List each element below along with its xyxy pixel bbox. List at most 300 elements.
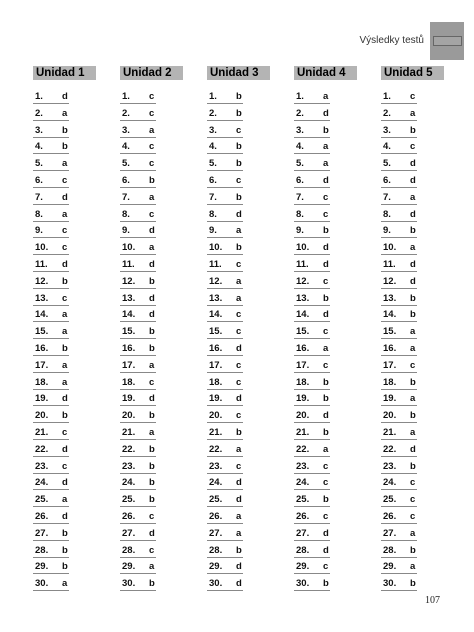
question-number: 28. <box>209 544 223 556</box>
question-number: 22. <box>35 443 49 455</box>
answer-underline <box>33 153 69 154</box>
answer-underline <box>381 237 417 238</box>
question-number: 3. <box>296 124 304 136</box>
answer-letter: d <box>149 258 155 270</box>
answer-letter: a <box>410 342 416 354</box>
question-number: 9. <box>209 225 217 237</box>
answer-underline <box>207 103 243 104</box>
answer-underline <box>207 506 243 507</box>
answer-underline <box>294 557 330 558</box>
answer-row <box>33 526 69 543</box>
answer-letter: a <box>323 443 329 455</box>
answer-letter: d <box>236 477 242 489</box>
question-number: 9. <box>383 225 391 237</box>
question-number: 10. <box>209 242 223 254</box>
answer-underline <box>120 355 156 356</box>
answer-underline <box>33 120 69 121</box>
answer-row <box>207 576 243 593</box>
question-number: 23. <box>209 460 223 472</box>
answer-underline <box>33 573 69 574</box>
answer-letter: d <box>149 309 155 321</box>
question-number: 28. <box>296 544 310 556</box>
answer-letter: c <box>323 191 329 203</box>
answer-underline <box>33 506 69 507</box>
answer-underline <box>120 557 156 558</box>
answer-row <box>33 274 69 291</box>
answer-letter: d <box>149 393 155 405</box>
answer-letter: c <box>323 510 329 522</box>
answer-underline <box>33 405 69 406</box>
question-number: 18. <box>122 376 136 388</box>
answer-letter: d <box>323 242 329 254</box>
question-number: 7. <box>35 191 43 203</box>
answer-row <box>294 156 330 173</box>
answer-underline <box>294 288 330 289</box>
answer-underline <box>381 389 417 390</box>
answer-letter: a <box>410 191 416 203</box>
answer-letter: c <box>149 544 155 556</box>
question-number: 26. <box>383 510 397 522</box>
question-number: 13. <box>209 292 223 304</box>
answer-row <box>294 358 330 375</box>
answer-underline <box>207 221 243 222</box>
answer-underline <box>381 187 417 188</box>
answer-letter: c <box>62 242 68 254</box>
question-number: 23. <box>122 460 136 472</box>
answer-underline <box>207 187 243 188</box>
answer-underline <box>120 237 156 238</box>
answer-underline <box>33 422 69 423</box>
answer-underline <box>120 187 156 188</box>
answer-underline <box>294 473 330 474</box>
answer-underline <box>120 506 156 507</box>
answer-underline <box>381 254 417 255</box>
answer-row <box>33 173 69 190</box>
answer-letter: c <box>236 326 242 338</box>
question-number: 26. <box>296 510 310 522</box>
answer-row <box>294 324 330 341</box>
answer-row <box>120 156 156 173</box>
answer-row <box>120 291 156 308</box>
page-header <box>360 22 464 60</box>
answer-row <box>33 324 69 341</box>
answer-letter: a <box>62 208 68 220</box>
answer-row <box>33 341 69 358</box>
answer-underline <box>120 103 156 104</box>
answer-row <box>120 123 156 140</box>
answer-row <box>207 173 243 190</box>
answer-letter: b <box>62 124 68 136</box>
answer-row <box>294 139 330 156</box>
question-number: 14. <box>122 309 136 321</box>
answer-underline <box>207 422 243 423</box>
question-number: 20. <box>209 410 223 422</box>
answer-row <box>294 291 330 308</box>
question-number: 9. <box>296 225 304 237</box>
answer-list <box>294 89 381 593</box>
answer-underline <box>207 456 243 457</box>
answer-row <box>381 240 417 257</box>
question-number: 27. <box>122 527 136 539</box>
header-tab-inner <box>433 36 462 46</box>
answer-underline <box>207 120 243 121</box>
question-number: 17. <box>383 359 397 371</box>
answer-underline <box>120 137 156 138</box>
answer-underline <box>381 456 417 457</box>
answer-letter: b <box>62 342 68 354</box>
unit-column <box>381 66 468 593</box>
answer-row <box>120 459 156 476</box>
answer-underline <box>381 170 417 171</box>
answer-letter: c <box>323 208 329 220</box>
answer-underline <box>33 170 69 171</box>
answer-underline <box>207 153 243 154</box>
question-number: 20. <box>383 410 397 422</box>
answer-underline <box>33 389 69 390</box>
answer-letter: c <box>236 124 242 136</box>
question-number: 6. <box>209 174 217 186</box>
answer-row <box>294 543 330 560</box>
answer-letter: b <box>410 578 416 590</box>
answer-underline <box>207 590 243 591</box>
answer-underline <box>294 338 330 339</box>
answer-letter: a <box>62 359 68 371</box>
answer-row <box>381 559 417 576</box>
answer-underline <box>294 305 330 306</box>
answer-underline <box>207 137 243 138</box>
answer-letter: b <box>149 410 155 422</box>
question-number: 8. <box>296 208 304 220</box>
answer-underline <box>207 288 243 289</box>
answer-row <box>207 425 243 442</box>
answer-letter: b <box>236 107 242 119</box>
question-number: 1. <box>122 91 130 102</box>
answer-row <box>207 391 243 408</box>
answer-row <box>120 139 156 156</box>
answer-underline <box>294 137 330 138</box>
answer-letter: d <box>236 208 242 220</box>
answer-row <box>381 492 417 509</box>
question-number: 24. <box>209 477 223 489</box>
answer-underline <box>120 590 156 591</box>
answer-letter: d <box>410 158 416 170</box>
answer-underline <box>207 254 243 255</box>
question-number: 17. <box>209 359 223 371</box>
unit-column <box>294 66 381 593</box>
question-number: 6. <box>122 174 130 186</box>
answer-row <box>381 307 417 324</box>
answer-letter: a <box>410 242 416 254</box>
answer-row <box>207 274 243 291</box>
answer-letter: c <box>149 141 155 153</box>
answer-letter: a <box>410 107 416 119</box>
question-number: 17. <box>296 359 310 371</box>
question-number: 26. <box>209 510 223 522</box>
answer-row <box>33 207 69 224</box>
question-number: 8. <box>35 208 43 220</box>
answer-underline <box>381 557 417 558</box>
answer-underline <box>381 137 417 138</box>
answer-underline <box>294 170 330 171</box>
answer-letter: b <box>149 275 155 287</box>
answer-row <box>207 291 243 308</box>
answer-letter: d <box>236 578 242 590</box>
question-number: 12. <box>122 275 136 287</box>
answer-underline <box>33 271 69 272</box>
answer-letter: c <box>410 359 416 371</box>
answer-row <box>120 442 156 459</box>
answer-letter: a <box>323 141 329 153</box>
question-number: 10. <box>296 242 310 254</box>
answer-underline <box>294 439 330 440</box>
answer-letter: c <box>323 359 329 371</box>
answer-row <box>381 223 417 240</box>
answer-row <box>33 257 69 274</box>
answer-letter: d <box>62 510 68 522</box>
answer-underline <box>33 489 69 490</box>
answer-row <box>207 156 243 173</box>
question-number: 16. <box>35 342 49 354</box>
answer-underline <box>33 557 69 558</box>
answer-row <box>207 89 243 106</box>
answer-underline <box>33 254 69 255</box>
answer-row <box>294 307 330 324</box>
answer-underline <box>294 271 330 272</box>
answer-letter: c <box>236 460 242 472</box>
answer-letter: a <box>62 578 68 590</box>
unit-heading: Unidad 2 <box>120 66 183 80</box>
question-number: 16. <box>383 342 397 354</box>
answer-row <box>120 190 156 207</box>
answer-letter: b <box>62 275 68 287</box>
question-number: 13. <box>383 292 397 304</box>
answer-letter: a <box>62 376 68 388</box>
answer-row <box>207 442 243 459</box>
question-number: 15. <box>122 326 136 338</box>
answer-row <box>33 190 69 207</box>
answer-letter: b <box>323 292 329 304</box>
question-number: 15. <box>35 326 49 338</box>
answer-underline <box>120 153 156 154</box>
answer-letter: d <box>62 91 68 102</box>
answer-letter: d <box>62 191 68 203</box>
answer-row <box>294 257 330 274</box>
answer-underline <box>207 489 243 490</box>
answer-row <box>381 291 417 308</box>
answer-row <box>381 139 417 156</box>
answer-letter: d <box>323 174 329 186</box>
answer-letter: a <box>149 191 155 203</box>
answer-row <box>120 173 156 190</box>
question-number: 29. <box>35 561 49 573</box>
answer-underline <box>33 237 69 238</box>
answer-letter: d <box>236 342 242 354</box>
answer-row <box>207 375 243 392</box>
answer-letter: c <box>149 158 155 170</box>
answer-letter: b <box>236 158 242 170</box>
answer-row <box>294 240 330 257</box>
answer-row <box>33 240 69 257</box>
answer-letter: b <box>323 578 329 590</box>
question-number: 1. <box>296 91 304 102</box>
answer-row <box>207 139 243 156</box>
answer-row <box>120 341 156 358</box>
answer-underline <box>120 321 156 322</box>
question-number: 7. <box>383 191 391 203</box>
answer-underline <box>294 456 330 457</box>
question-number: 2. <box>35 107 43 119</box>
answer-row <box>33 459 69 476</box>
question-number: 25. <box>383 494 397 506</box>
answer-underline <box>207 372 243 373</box>
question-number: 21. <box>122 426 136 438</box>
answer-letter: d <box>410 258 416 270</box>
answer-underline <box>120 221 156 222</box>
answer-row <box>381 106 417 123</box>
question-number: 7. <box>209 191 217 203</box>
answer-underline <box>381 372 417 373</box>
answer-underline <box>381 540 417 541</box>
answer-underline <box>207 573 243 574</box>
question-number: 5. <box>209 158 217 170</box>
answer-underline <box>294 187 330 188</box>
answer-row <box>120 106 156 123</box>
answer-row <box>381 156 417 173</box>
answer-underline <box>381 153 417 154</box>
answer-underline <box>33 456 69 457</box>
answer-letter: b <box>62 141 68 153</box>
answer-underline <box>294 254 330 255</box>
answer-letter: a <box>236 292 242 304</box>
answer-underline <box>294 422 330 423</box>
answer-list <box>120 89 207 593</box>
answer-underline <box>381 590 417 591</box>
answer-row <box>294 492 330 509</box>
answer-letter: c <box>236 174 242 186</box>
answer-letter: b <box>323 494 329 506</box>
answer-row <box>294 341 330 358</box>
question-number: 2. <box>122 107 130 119</box>
answer-underline <box>294 489 330 490</box>
question-number: 20. <box>296 410 310 422</box>
answer-underline <box>207 271 243 272</box>
answer-underline <box>120 489 156 490</box>
question-number: 21. <box>209 426 223 438</box>
answer-underline <box>120 573 156 574</box>
answer-letter: b <box>149 578 155 590</box>
answer-underline <box>381 103 417 104</box>
answer-list <box>207 89 294 593</box>
question-number: 30. <box>35 578 49 590</box>
answer-letter: a <box>410 326 416 338</box>
answer-row <box>294 223 330 240</box>
answer-letter: d <box>410 208 416 220</box>
answer-row <box>381 509 417 526</box>
answer-letter: c <box>410 91 416 102</box>
answer-row <box>120 408 156 425</box>
unit-heading: Unidad 3 <box>207 66 270 80</box>
question-number: 6. <box>296 174 304 186</box>
answer-row <box>33 408 69 425</box>
question-number: 2. <box>383 107 391 119</box>
answer-letter: a <box>236 510 242 522</box>
answer-letter: c <box>236 410 242 422</box>
question-number: 11. <box>35 258 48 270</box>
answer-row <box>33 223 69 240</box>
answer-letter: a <box>323 342 329 354</box>
answer-row <box>120 492 156 509</box>
question-number: 25. <box>35 494 49 506</box>
answer-row <box>207 559 243 576</box>
answer-row <box>120 391 156 408</box>
question-number: 19. <box>296 393 310 405</box>
question-number: 29. <box>383 561 397 573</box>
answer-letter: d <box>410 174 416 186</box>
answer-underline <box>33 221 69 222</box>
answer-underline <box>207 523 243 524</box>
question-number: 22. <box>209 443 223 455</box>
answer-letter: d <box>149 292 155 304</box>
answer-row <box>120 559 156 576</box>
question-number: 10. <box>383 242 397 254</box>
answer-letter: b <box>149 174 155 186</box>
answer-letter: c <box>410 510 416 522</box>
header-tab-graphic <box>430 22 464 60</box>
question-number: 8. <box>122 208 130 220</box>
answer-underline <box>120 523 156 524</box>
question-number: 9. <box>122 225 130 237</box>
answer-letter: a <box>149 561 155 573</box>
answer-row <box>207 475 243 492</box>
answer-row <box>207 509 243 526</box>
answer-row <box>33 492 69 509</box>
answer-underline <box>33 338 69 339</box>
answer-row <box>207 492 243 509</box>
question-number: 5. <box>122 158 130 170</box>
answer-underline <box>207 540 243 541</box>
answer-letter: a <box>62 158 68 170</box>
answer-letter: d <box>236 393 242 405</box>
answer-letter: c <box>62 225 68 237</box>
question-number: 24. <box>296 477 310 489</box>
answer-row <box>207 240 243 257</box>
answer-row <box>294 526 330 543</box>
answer-letter: a <box>149 359 155 371</box>
answer-letter: d <box>323 527 329 539</box>
answer-row <box>207 123 243 140</box>
answer-row <box>120 543 156 560</box>
question-number: 18. <box>35 376 49 388</box>
answer-underline <box>33 305 69 306</box>
answer-underline <box>294 103 330 104</box>
answer-row <box>33 559 69 576</box>
answer-row <box>33 543 69 560</box>
answer-underline <box>207 170 243 171</box>
answer-letter: b <box>323 225 329 237</box>
answer-letter: b <box>236 544 242 556</box>
answer-row <box>381 375 417 392</box>
answer-row <box>120 576 156 593</box>
question-number: 19. <box>35 393 49 405</box>
question-number: 11. <box>122 258 135 270</box>
answer-letter: b <box>323 376 329 388</box>
answer-row <box>294 375 330 392</box>
question-number: 11. <box>296 258 309 270</box>
answer-row <box>381 123 417 140</box>
answer-letter: b <box>236 191 242 203</box>
question-number: 27. <box>383 527 397 539</box>
answer-underline <box>207 305 243 306</box>
